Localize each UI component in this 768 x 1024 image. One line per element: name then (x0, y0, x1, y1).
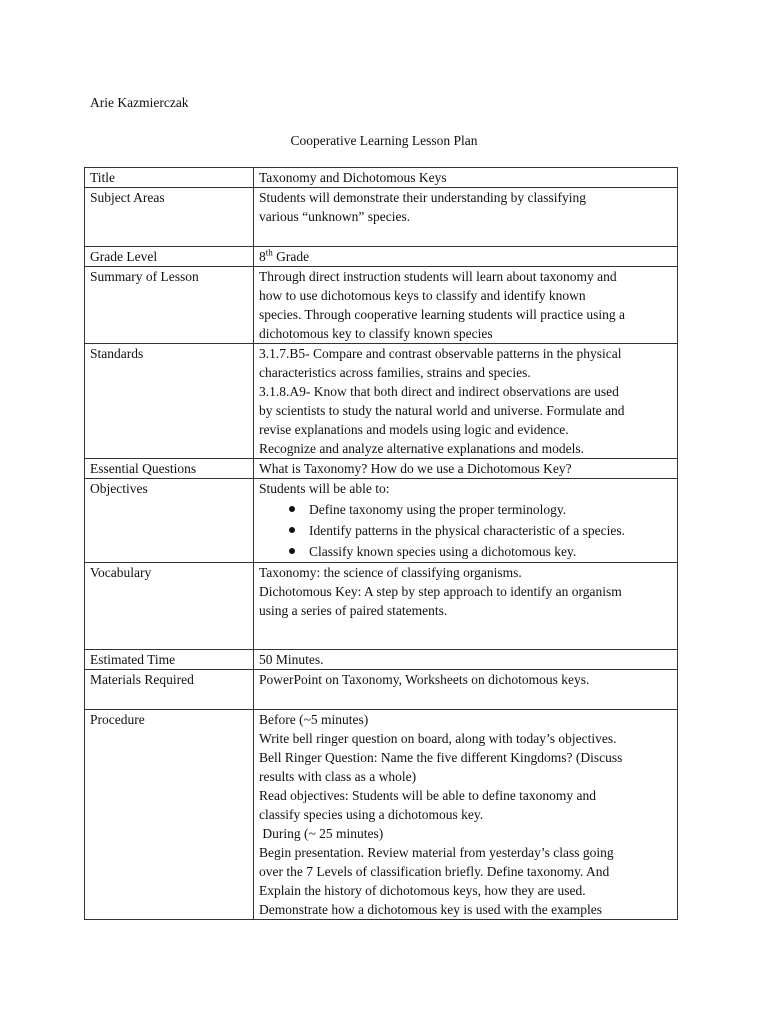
list-item: Identify patterns in the physical characteristic of a species. (309, 520, 672, 541)
text-line: using a series of paired statements. (259, 603, 448, 618)
text-line: Read objectives: Students will be able to define taxonomy and (259, 788, 597, 803)
row-label-standards: Standards (85, 344, 254, 459)
text-line: results with class as a whole) (259, 769, 417, 784)
grade-suffix: th (265, 247, 273, 258)
table-row-title (85, 168, 678, 188)
text-line: Recognize and analyze alternative explanations and models. (259, 441, 584, 456)
text-line: dichotomous key to classify known species (259, 326, 493, 341)
text-line: Dichotomous Key: A step by step approach to identify an organism (259, 584, 622, 599)
list-item: Classify known species using a dichotomous key. (309, 541, 672, 562)
text-line: During (~ 25 minutes) (259, 826, 384, 841)
text-line: characteristics across families, strains and species. (259, 365, 531, 380)
row-label-procedure: Procedure (85, 710, 254, 920)
table-row-materials (85, 670, 678, 710)
row-label-objectives: Objectives (85, 479, 254, 563)
table-row-objectives (85, 479, 678, 563)
text-line: Begin presentation. Review material from yesterday’s class going (259, 845, 614, 860)
grade-word: Grade (272, 249, 310, 264)
row-label-materials: Materials Required (85, 670, 254, 710)
text-line: 3.1.7.B5- Compare and contrast observable patterns in the physical (259, 346, 622, 361)
row-label-grade-level: Grade Level (85, 247, 254, 267)
text-line: Bell Ringer Question: Name the five different Kingdoms? (Discuss (259, 750, 623, 765)
text-line: revise explanations and models using logic and evidence. (259, 422, 569, 437)
text-line: Demonstrate how a dichotomous key is used with the examples (259, 902, 603, 917)
row-value-title: Taxonomy and Dichotomous Keys (254, 168, 678, 188)
author-name: Arie Kazmierczak (90, 95, 189, 110)
row-label-title: Title (85, 168, 254, 188)
text-line: Explain the history of dichotomous keys, how they are used. (259, 883, 586, 898)
text-line: various “unknown” species. (259, 209, 411, 224)
table-row-estimated-time (85, 650, 678, 670)
row-label-essential-questions: Essential Questions (85, 459, 254, 479)
table-row-procedure (85, 710, 678, 920)
text-line: by scientists to study the natural world and universe. Formulate and (259, 403, 625, 418)
row-label-subject-areas: Subject Areas (85, 188, 254, 247)
row-value-materials: PowerPoint on Taxonomy, Worksheets on dichotomous keys. (254, 670, 678, 710)
table-row-summary (85, 267, 678, 344)
text-line: Before (~5 minutes) (259, 712, 369, 727)
row-label-summary: Summary of Lesson (85, 267, 254, 344)
grade-number: 8 (259, 249, 266, 264)
text-line: Write bell ringer question on board, along with today’s objectives. (259, 731, 617, 746)
row-value-estimated-time: 50 Minutes. (254, 650, 678, 670)
row-value-objectives (254, 479, 678, 563)
row-value-grade-level (254, 247, 678, 267)
table-row-standards (85, 344, 678, 459)
text-line: 3.1.8.A9- Know that both direct and indirect observations are used (259, 384, 619, 399)
text-line: over the 7 Levels of classification briefly. Define taxonomy. And (259, 864, 610, 879)
row-value-essential-questions: What is Taxonomy? How do we use a Dichotomous Key? (254, 459, 678, 479)
document-title: Cooperative Learning Lesson Plan (290, 133, 478, 148)
text-line: Through direct instruction students will learn about taxonomy and (259, 269, 617, 284)
text-line: classify species using a dichotomous key. (259, 807, 484, 822)
table-row-essential-questions (85, 459, 678, 479)
row-value-vocabulary (254, 563, 678, 650)
row-label-vocabulary: Vocabulary (85, 563, 254, 650)
list-item: Define taxonomy using the proper terminology. (309, 499, 672, 520)
row-label-estimated-time: Estimated Time (85, 650, 254, 670)
objectives-intro: Students will be able to: (259, 481, 390, 496)
row-value-procedure (254, 710, 678, 920)
table-row-subject-areas (85, 188, 678, 247)
table-row-grade-level (85, 247, 678, 267)
text-line: Students will demonstrate their understanding by classifying (259, 190, 586, 205)
table-row-vocabulary (85, 563, 678, 650)
objectives-list (259, 499, 672, 562)
row-value-subject-areas (254, 188, 678, 247)
text-line: Taxonomy: the science of classifying organisms. (259, 565, 522, 580)
row-value-standards (254, 344, 678, 459)
row-value-summary (254, 267, 678, 344)
lesson-plan-table (84, 167, 678, 920)
text-line: how to use dichotomous keys to classify and identify known (259, 288, 586, 303)
text-line: species. Through cooperative learning students will practice using a (259, 307, 626, 322)
